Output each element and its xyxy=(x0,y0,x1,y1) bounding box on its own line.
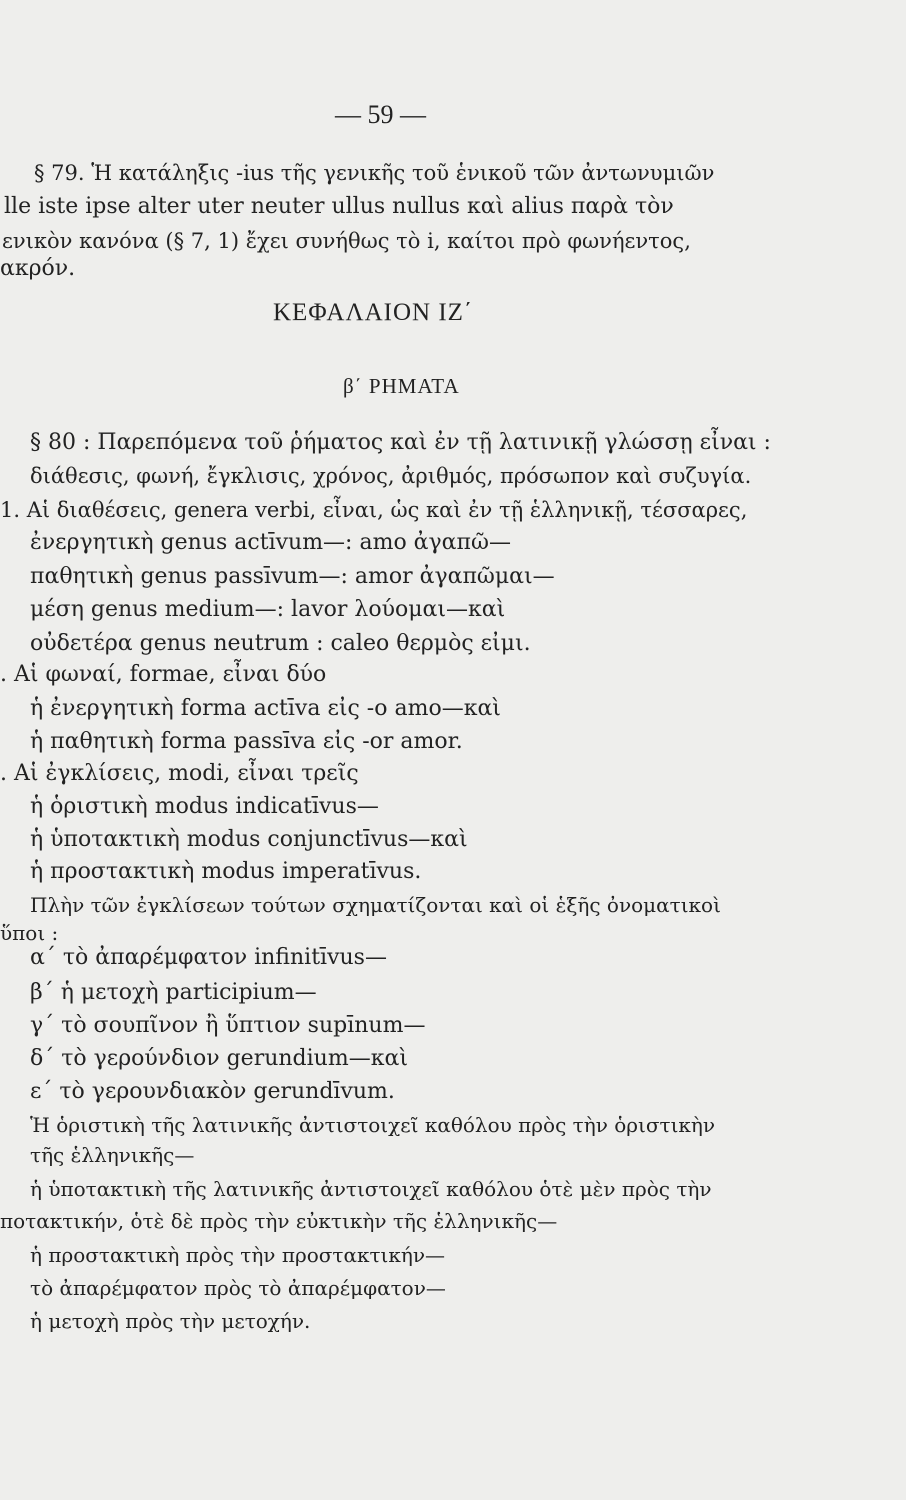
section-80-line-22: Ἡ ὁριστικὴ τῆς λατινικῆς ἀντιστοιχεῖ καθόλου πρὸς τὴν ὁριστικὴν xyxy=(30,1113,716,1137)
section-80-line-18: β΄ ἡ μετοχὴ participium— xyxy=(30,980,317,1005)
section-80-line-5: παθητικὴ genus passīvum—: amor ἀγαπῶμαι— xyxy=(30,564,555,589)
section-80-line-16: ὕποι : xyxy=(0,921,59,945)
section-80-line-25: ποτακτικήν, ὁτὲ δὲ πρὸς τὴν εὐκτικὴν τῆς ἑλληνικῆς— xyxy=(0,1209,558,1233)
section-80-line-21: ε΄ τὸ γερουνδιακὸν gerundīvum. xyxy=(30,1079,395,1104)
page-number: — 59 — xyxy=(335,100,426,129)
section-80-line-19: γ΄ τὸ σουπῖνον ἢ ὕπτιον supīnum— xyxy=(30,1013,426,1038)
section-80-line-13: ἡ ὑποτακτικὴ modus conjunctīvus—καὶ xyxy=(30,827,468,852)
chapter-subtitle: β΄ ΡΗΜΑΤΑ xyxy=(343,374,460,398)
section-79-line-4: ακρόν. xyxy=(0,256,76,281)
section-80-line-9: ἡ ἐνεργητικὴ forma actīva εἰς -o amo—καὶ xyxy=(30,696,501,721)
section-80-line-6: μέση genus medium—: lavor λούομαι—καὶ xyxy=(30,597,506,622)
section-80-line-20: δ΄ τὸ γερούνδιον gerundium—καὶ xyxy=(30,1046,408,1071)
section-80-line-27: τὸ ἀπαρέμφατον πρὸς τὸ ἀπαρέμφατον— xyxy=(30,1276,446,1300)
section-79-line-2: lle iste ipse alter uter neuter ullus nullus καὶ alius παρὰ τὸν xyxy=(4,194,674,219)
section-80-line-12: ἡ ὁριστικὴ modus indicatīvus— xyxy=(30,794,379,819)
section-80-line-28: ἡ μετοχὴ πρὸς τὴν μετοχήν. xyxy=(30,1309,311,1333)
section-80-line-14: ἡ προστακτικὴ modus imperatīvus. xyxy=(30,859,422,884)
section-80-line-10: ἡ παθητικὴ forma passīva εἰς -or amor. xyxy=(30,729,463,754)
section-80-line-11: . Αἱ ἐγκλίσεις, modi, εἶναι τρεῖς xyxy=(0,761,359,786)
section-80-line-24: ἡ ὑποτακτικὴ τῆς λατινικῆς ἀντιστοιχεῖ καθόλου ὁτὲ μὲν πρὸς τὴν xyxy=(30,1177,712,1201)
section-80-line-4: ἐνεργητικὴ genus actīvum—: amo ἀγαπῶ— xyxy=(30,530,511,555)
section-80-line-23: τῆς ἑλληνικῆς— xyxy=(30,1143,195,1167)
section-80-line-2: διάθεσις, φωνή, ἔγκλισις, χρόνος, ἀριθμός, πρόσωπον καὶ συζυγία. xyxy=(30,464,752,488)
section-80-line-8: . Αἱ φωναί, formae, εἶναι δύο xyxy=(0,662,327,687)
section-79-line-3: ενικὸν κανόνα (§ 7, 1) ἔχει συνήθως τὸ i, καίτοι πρὸ φωνήεντος, xyxy=(2,229,691,253)
chapter-title: ΚΕΦΑΛΑΙΟΝ ΙΖ΄ xyxy=(273,299,474,326)
section-80-line-7: οὐδετέρα genus neutrum : caleo θερμὸς εἰμι. xyxy=(30,631,531,656)
section-80-line-3: 1. Αἱ διαθέσεις, genera verbi, εἶναι, ὡς καὶ ἐν τῇ ἑλληνικῇ, τέσσαρες, xyxy=(0,498,748,522)
section-80-line-17: α΄ τὸ ἀπαρέμφατον infinitīvus— xyxy=(30,945,387,970)
section-80-line-26: ἡ προστακτικὴ πρὸς τὴν προστακτικήν— xyxy=(30,1243,446,1267)
section-80-line-1: § 80 : Παρεπόμενα τοῦ ῥήματος καὶ ἐν τῇ λατινικῇ γλώσσῃ εἶναι : xyxy=(30,430,771,455)
section-79-line-1: § 79. Ἡ κατάληξις -ius τῆς γενικῆς τοῦ ἑνικοῦ τῶν ἀντωνυμιῶν xyxy=(34,161,715,185)
section-80-line-15: Πλὴν τῶν ἐγκλίσεων τούτων σχηματίζονται καὶ οἱ ἑξῆς ὀνοματικοὶ xyxy=(30,893,721,917)
